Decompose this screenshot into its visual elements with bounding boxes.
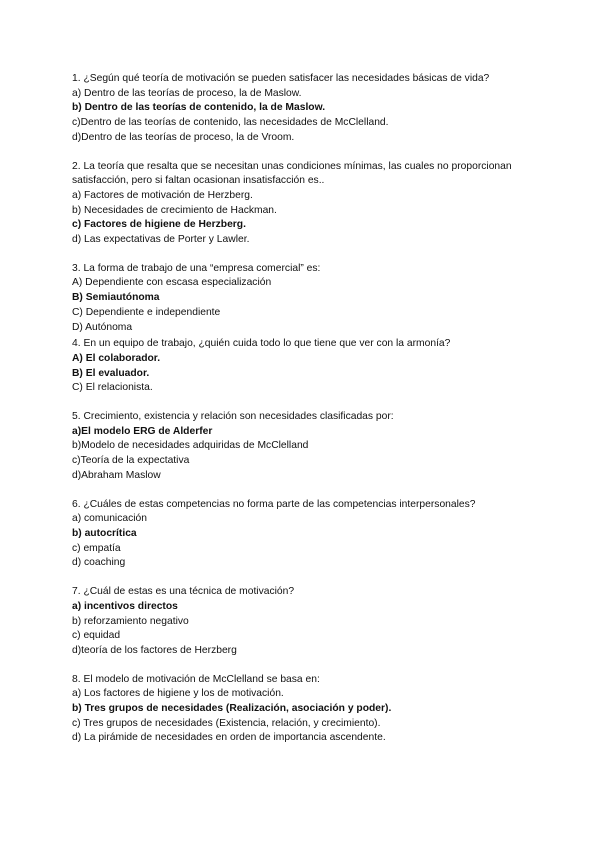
- answer-option-correct: B) Semiautónoma: [72, 292, 160, 304]
- answer-option: a) Factores de motivación de Herzberg.: [72, 189, 253, 201]
- question-stem: 7. ¿Cuál de estas es una técnica de motivación?: [72, 586, 295, 598]
- answer-option: d)Dentro de las teorías de proceso, la de Vroom.: [72, 131, 295, 143]
- answer-option: d) La pirámide de necesidades en orden de importancia ascendente.: [72, 732, 386, 744]
- answer-option: c) Tres grupos de necesidades (Existencia, relación, y crecimiento).: [72, 717, 381, 729]
- answer-option-correct: a) incentivos directos: [72, 600, 178, 612]
- answer-option: b) reforzamiento negativo: [72, 615, 189, 627]
- question-stem: 6. ¿Cuáles de estas competencias no forma parte de las competencias interpersonales?: [72, 498, 476, 510]
- answer-option: d) Las expectativas de Porter y Lawler.: [72, 234, 250, 246]
- answer-option: a) comunicación: [72, 513, 147, 525]
- question-7: [72, 585, 532, 659]
- question-stem: 3. La forma de trabajo de una “empresa comercial” es:: [72, 262, 321, 274]
- question-4: [72, 337, 532, 396]
- answer-option-correct: a)El modelo ERG de Alderfer: [72, 425, 213, 437]
- answer-option: d) coaching: [72, 557, 126, 569]
- question-2: [72, 160, 532, 248]
- answer-option: c)Teoría de la expectativa: [72, 455, 190, 467]
- question-stem: 1. ¿Según qué teoría de motivación se pueden satisfacer las necesidades básicas de vida?: [72, 73, 490, 84]
- answer-option: d)Abraham Maslow: [72, 469, 161, 481]
- answer-option: c) equidad: [72, 630, 121, 642]
- question-6: [72, 498, 532, 572]
- answer-option: b)Modelo de necesidades adquiridas de McClelland: [72, 440, 309, 452]
- question-stem: 4. En un equipo de trabajo, ¿quién cuida todo lo que tiene que ver con la armonía?: [72, 338, 451, 350]
- question-5: [72, 410, 532, 484]
- answer-option-correct: A) El colaborador.: [72, 352, 161, 364]
- answer-option: b) Necesidades de crecimiento de Hackman.: [72, 204, 277, 216]
- answer-option: C) El relacionista.: [72, 382, 153, 394]
- answer-option-correct: b) autocrítica: [72, 527, 137, 539]
- document-page: [72, 72, 532, 746]
- answer-option-correct: B) El evaluador.: [72, 367, 150, 379]
- answer-option: A) Dependiente con escasa especialización: [72, 277, 272, 289]
- answer-option: a) Los factores de higiene y los de motivación.: [72, 688, 284, 700]
- answer-option-correct: b) Tres grupos de necesidades (Realización, asociación y poder).: [72, 703, 392, 715]
- question-1: [72, 72, 532, 146]
- answer-option-correct: c) Factores de higiene de Herzberg.: [72, 219, 246, 231]
- question-stem: 2. La teoría que resalta que se necesitan unas condiciones mínimas, las cuales no proporcionan satisfacción, pero si faltan ocasionan insatisfacción es..: [72, 160, 512, 187]
- answer-option: C) Dependiente e independiente: [72, 306, 221, 318]
- question-3: [72, 262, 532, 336]
- question-stem: 5. Crecimiento, existencia y relación son necesidades clasificadas por:: [72, 411, 394, 423]
- answer-option-correct: b) Dentro de las teorías de contenido, la de Maslow.: [72, 102, 326, 114]
- answer-option: c)Dentro de las teorías de contenido, las necesidades de McClelland.: [72, 117, 389, 129]
- answer-option: a) Dentro de las teorías de proceso, la de Maslow.: [72, 87, 302, 99]
- answer-option: D) Autónoma: [72, 321, 133, 333]
- question-stem: 8. El modelo de motivación de McClelland se basa en:: [72, 673, 320, 685]
- question-8: [72, 673, 532, 747]
- answer-option: c) empatía: [72, 542, 121, 554]
- answer-option: d)teoría de los factores de Herzberg: [72, 644, 237, 656]
